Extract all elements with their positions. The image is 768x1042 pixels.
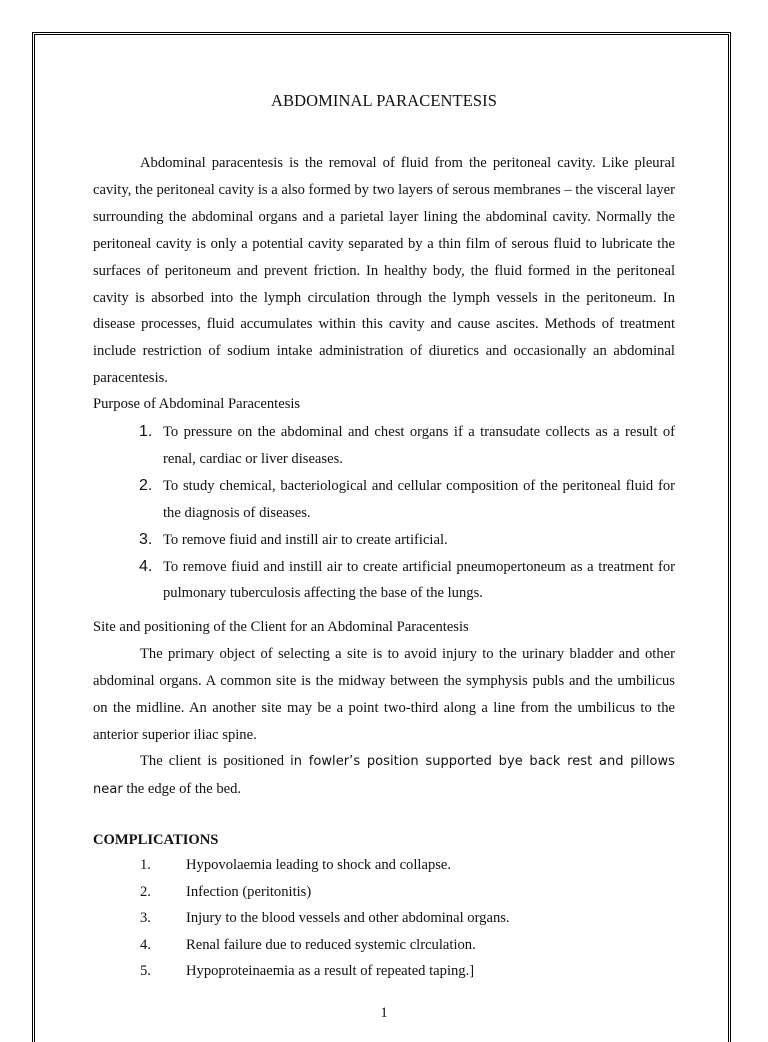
document-title: ABDOMINAL PARACENTESIS — [270, 91, 498, 110]
purpose-item-text: To study chemical, bacteriological and cellular composition of the peritoneal fluid for the diagnosis of diseases. — [163, 477, 675, 521]
complication-number: 3. — [140, 910, 151, 927]
complication-item — [93, 958, 675, 985]
purpose-item-number: 2. — [139, 476, 153, 494]
page-number: 1 — [380, 1005, 388, 1021]
position-paragraph — [93, 748, 675, 804]
site-paragraph: The primary object of selecting a site is to avoid injury to the urinary bladder and other abdominal organs. A common site is the midway between the symphysis publs and the umbilicus on the midline. An another site may be a point two-third along a line from the umbilicus to the anterior superior iliac spine. — [93, 646, 675, 743]
purpose-heading: Purpose of Abdominal Paracentesis — [93, 396, 301, 412]
complication-number: 1. — [140, 857, 151, 873]
complications-list — [93, 852, 675, 985]
position-text-end: the edge of the bed. — [122, 780, 242, 797]
purpose-item-text: To pressure on the abdominal and chest organs if a transudate collects as a result of renal, cardiac or liver diseases. — [163, 424, 675, 467]
complication-number: 5. — [140, 963, 151, 980]
purpose-item-text: To remove fiuid and instill air to create artificial pneumopertoneum as a treatment for pulmonary tuberculosis affecting the base of the lungs. — [163, 558, 675, 602]
position-text-start: The client is positioned — [140, 753, 291, 769]
site-heading: Site and positioning of the Client for an Abdominal Paracentesis — [93, 619, 469, 635]
intro-paragraph: Abdominal paracentesis is the removal of fluid from the peritoneal cavity. Like pleural cavity, the peritoneal cavity is a also formed by two layers of serous membranes – the visceral layer surrounding the abdominal organs and a parietal layer lining the abdominal cavity. Normally the peritoneal cavity is only a potential cavity separated by a thin film of serous fluid to lubricate the surfaces of peritoneum and prevent friction. In healthy body, the fluid formed in the peritoneal cavity is absorbed into the lymph circulation through the lymph vessels in the peritoneum. In disease processes, fluid accumulates within this cavity and cause ascites. Methods of treatment include restriction of sodium intake administration of diuretics and occasionally an abdominal paracentesis. — [93, 155, 675, 387]
complication-text: Renal failure due to reduced systemic clrculation. — [186, 936, 476, 953]
complication-item — [93, 932, 675, 959]
complications-heading: COMPLICATIONS — [93, 832, 219, 848]
purpose-item-number: 3. — [139, 530, 153, 548]
purpose-item — [93, 554, 675, 608]
complication-item — [93, 879, 675, 906]
purpose-item-text: To remove fiuid and instill air to create artificial. — [163, 531, 448, 548]
complication-item — [93, 905, 675, 932]
purpose-item-number: 1. — [139, 423, 153, 440]
complication-number: 2. — [140, 883, 151, 900]
purpose-list — [93, 419, 675, 607]
purpose-item — [93, 527, 675, 554]
complication-number: 4. — [140, 936, 151, 953]
complication-text: Hypoproteinaemia as a result of repeated taping.] — [186, 963, 475, 980]
purpose-item — [93, 419, 675, 473]
complication-text: Infection (peritonitis) — [186, 883, 312, 900]
purpose-item-number: 4. — [139, 557, 153, 575]
complication-text: Hypovolaemia leading to shock and collapse. — [186, 857, 452, 873]
complication-item — [93, 852, 675, 879]
position-text-sans: in fowler’s position supported bye back rest and pillows near — [93, 754, 675, 797]
purpose-item — [93, 473, 675, 527]
complication-text: Injury to the blood vessels and other abdominal organs. — [186, 910, 510, 927]
